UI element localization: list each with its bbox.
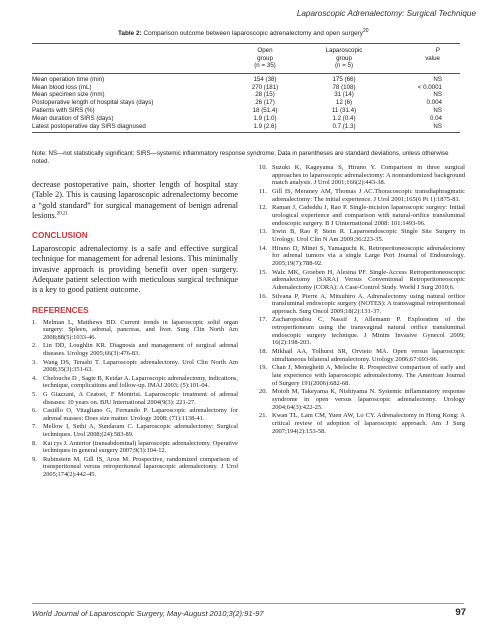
table-cell-label: Postoperative length of hospital stays (days) (32, 99, 154, 107)
reference-item: 21. Kwan TL, Lam CM, Yuen AW, Lo CY. Adrenalectomy in Hong Kong: A critical review of adoption of laparoscopic approach. Am J Surg 2007;194(2):153-58. (259, 412, 465, 435)
right-column (259, 164, 465, 436)
table-caption-ref: 20 (363, 27, 369, 34)
table-header-lap: Laparoscopic group (n = 5) (298, 44, 390, 74)
table-note: Note: NS—not statistically significant; SIRS—systemic inflammatory response syndrome; Data in parentheses are standard deviations, unless otherwise noted. (32, 150, 449, 165)
conclusion-paragraph: Laparoscopic adrenalectomy is a safe and effective surgical technique for management for adrenal lesions. This minimally invasive approach is providing benefit over open surgery. Adequate patient selection with meticulous surgical technique is a key to good patient outcome. (32, 244, 238, 295)
footer-rule (32, 603, 464, 604)
table-cell-lap: 11 (31.4) (331, 106, 357, 114)
reference-item: 13. Irwin B, Rao P, Stein R. Laparoendoscopic Single Site Surgery in Urology. Urol Clin N Am 2009;36:223-35. (259, 228, 465, 243)
table-cell-label: Patients with SIRS (%) (32, 106, 95, 114)
table-header-label (32, 44, 232, 74)
table-cell-label: Mean duration of SIRS (days) (32, 114, 114, 122)
table-row (32, 73, 460, 83)
reference-item: 1. Melman L, Matthews BD. Current trends in laparoscopic solid organ surgery: Spleen, adrenal, pancreas, and liver. Surg Clin North Am 2008;88(5):1033-46. (32, 318, 238, 341)
table-caption (118, 27, 369, 37)
table-cell-label: Mean specimen size (mm) (32, 91, 105, 99)
table-header-open: Open group (n = 35) (232, 44, 298, 74)
reference-item: 11. Gill IS, Meraney AM, Thomas J AC.Thoracoscopic transdiaphragmatic adrenalectomy: The initial experience. J Urol 2001;165(6 Pt 1):1875-81. (259, 187, 465, 203)
reference-item: 7. Mellow I, Sethi A, Sundaram C. Laparoscopic adrenalectomy: Surgical techniques. Urol 2008;(24):583-89. (32, 423, 238, 438)
reference-list-left (32, 319, 238, 479)
reference-item: 19. Chan J, Meneghetti A, Meloche R. Prospective comparison of early and late experience with laparoscopic adrenalectomy. The American Journal of Surgery 191(2006):682-68. (259, 364, 465, 387)
reference-item: 17. Zacharopoulou C, Nassif J, Allemann P. Exploration of the retroperitoneum using the transvaginal natural orifice transluminal endoscopic surgery technique. J Minim Invasive Gynecol 2009; 16(2):198-203. (259, 316, 465, 347)
table-row (32, 115, 460, 123)
reference-item: 3. Wang DS, Terashi T. Laparoscopic adrenalectomy. Urol Clin North Am 2008;35(3):351-63. (32, 358, 238, 374)
table-row (32, 123, 460, 133)
table-cell-lap: 1.2 (0.4) (332, 114, 356, 122)
table-cell-lap: 0.7 (1.3) (332, 122, 356, 130)
references-heading: REFERENCES (32, 304, 89, 315)
reference-item: 12. Raman J, Cadeddu J, Rao P. Single-incision laparoscopic surgery: Initial urological experience and comparison with natural-orifice transluminal endoscopic surgery. B J Uinternational 2008: 101:1493-96. (259, 204, 465, 227)
table-cell-p: < 0.0001 (417, 83, 442, 91)
left-column (32, 180, 238, 480)
reference-item: 2. Lin DD, Loughlin KR. Diagnosis and management of surgical adrenal diseases. Urology 2005;66(3):476-83. (32, 342, 238, 358)
table-cell-p: NS (433, 75, 442, 83)
table-cell-open: 18 (51.4) (252, 106, 278, 114)
table-cell-p: 0.004 (426, 99, 442, 107)
table-cell-p: NS (433, 106, 442, 114)
comparison-table (32, 43, 460, 133)
conclusion-heading: CONCLUSION (32, 230, 88, 241)
table-row (32, 84, 460, 92)
reference-item: 15. Walz MK, Groeben H, Alesina PF. Single-Access Retroperitoneoscopic adrenalectomy (SARA) Versus Conventional Retroperitoneoscopic Adrenalectomy (CORA): A Case-Control Study. World J Surg 2010;6. (259, 268, 465, 291)
reference-item: 6. Castillo O, Vitagliano G, Fernando P. Laparoscopic adrenalectomy for adrenal masses: Does size matter. Urology 2008; (71):1138-41. (32, 407, 238, 422)
table-cell-label: Mean blood loss (mL) (32, 83, 92, 91)
footer-journal: World Journal of Laparoscopic Surgery, May-August 2010;3(2):91-97 (32, 609, 264, 618)
reference-item: 14. Hirano D, Minei S, Yamaguchi K. Retroperitoneoscopic adrenalectomy for adrenal tumors via a single Large Port Journal of Endourology. 2005;19(7):788-92. (259, 244, 465, 267)
table-cell-p: NS (433, 91, 442, 99)
reference-item: 4. Chelouche D , Sagie B, Keidar A. Laparoscopic adrenalectomy, indications, technique, complications and follow-up. IMAJ 2003; (5):101-04. (32, 374, 238, 390)
table-cell-open: 154 (38) (253, 75, 277, 83)
table-header-p: P value (390, 44, 460, 74)
reference-item: 9. Rubinstein M, Gill IS, Aron M. Prospective, randomized comparison of transperitoneal versus retroperitoneal laparoscopic adrenalectomy. J Urol 2005;174(2):442-45. (32, 455, 238, 478)
table-cell-lap: 12 (6) (335, 99, 353, 107)
table-cell-lap: 31 (14) (334, 91, 354, 99)
table-cell-open: 28 (15) (255, 91, 275, 99)
table-cell-p: NS (433, 122, 442, 130)
table-cell-open: 1.9 (2.6) (253, 122, 277, 130)
table-cell-lap: 175 (66) (332, 75, 356, 83)
table-cell-open: 26 (17) (255, 99, 275, 107)
table-cell-open: 1.9 (1.0) (253, 114, 277, 122)
table-cell-open: 270 (181) (251, 83, 279, 91)
reference-item: 5. G Giazzani, A Ceatoei, F Montrisi. Laparoscopic treatment of adrenal diseases: 10 years on. BJU International 2004(9(3): 221-27. (32, 391, 238, 406)
table-cell-label: Latest postoperative day SIRS diagnosed (32, 122, 146, 130)
table-cell-p: 0.04 (429, 114, 442, 122)
reference-item: 18. Mikhail AA, Tolhurst SR, Orvieto MA. Open versus laparoscopic simultaneous bilateral adrenalectomy. Urology 2006;67:693-96. (259, 348, 465, 363)
reference-list-right (259, 164, 465, 435)
table-caption-label: Table 2: (118, 30, 142, 37)
reference-item: 16. Silvana P, Pierre A, Mitsuhiro A. Adrenalectomy using natural orifice transluminal endoscopic surgery (NOTES): A transvaginal retroperitoneal approach. Surg Oncol 2009;18(2):131-37. (259, 292, 465, 315)
table-cell-label: Mean operation time (min) (32, 75, 105, 83)
body-paragraph: decrease postoperative pain, shorter length of hospital stay (Table 2). This is causing laparoscopic adrenalectomy become a “gold standard” for surgical management of benign adrenal lesions.$^{20,21}$ (32, 180, 238, 220)
table-caption-text: Comparison outcome between laparoscopic adrenalectomy and open surgery (143, 30, 364, 37)
running-head: Laparoscopic Adrenalectomy: Surgical Technique (296, 9, 476, 18)
table-row (32, 107, 460, 115)
page-number: 97 (455, 607, 466, 618)
table-row (32, 99, 460, 107)
table-row (32, 91, 460, 99)
reference-item: 8. Kai rys J. Anterior (transabdominal) laparoscopic adrenalectomy. Operative techniques in general surgery 2007;9(3):104-12. (32, 439, 238, 455)
reference-item: 20. Motoh M, Takeyama K, Nishiyama N. Systemic inflammatory response syndrome in open versus laparoscopic adrenalectomy. Urology 2004;64(3):422-25. (259, 388, 465, 411)
reference-item: 10. Suzuki K, Kageyama S, Hirano Y. Comparison in three surgical approaches to laparoscopic adrenalectomy: A nonrandomized background match analysis. J Urol 2001;166(2):443-38. (259, 164, 465, 187)
citation-ref: 20,21 (56, 211, 69, 217)
table-cell-lap: 78 (108) (332, 83, 356, 91)
